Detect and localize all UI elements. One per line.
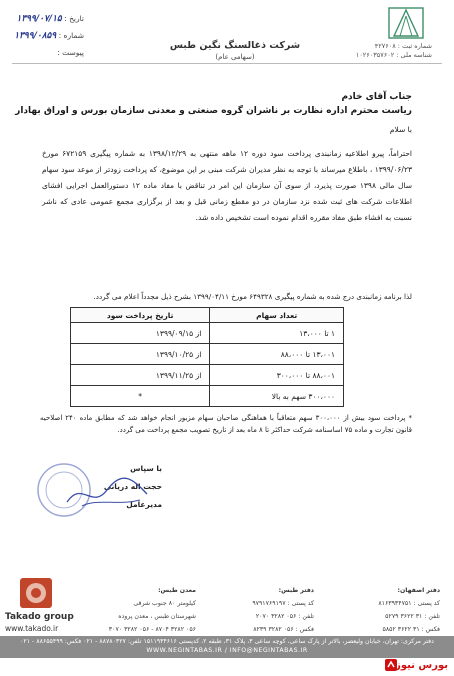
company-type: (سهامی عام) — [215, 53, 255, 61]
footer-mine-location: کیلومتر ۸۰ جنوب شرقی — [133, 600, 196, 607]
footer-phone: تلفن : ۳۱ ۳۶۲۲ ۵۲۷۹ — [385, 613, 440, 620]
signer-title: مدیرعامل — [126, 500, 162, 509]
footer-postal-code: کد پستی : ۹۷۹۱۷۶۹۱۹۷ — [252, 600, 314, 607]
table-row — [71, 323, 344, 344]
company-name: شرکت ذغالسنگ نگین طبس — [169, 40, 301, 51]
handwritten-signature — [62, 472, 152, 512]
registration-number: شماره ثبت : ۴۲۷۶۰۸ — [374, 42, 432, 50]
closing-text: با سپاس — [130, 464, 162, 473]
footer-office-isfahan — [322, 584, 440, 636]
shares-cell: ۱۳،۰۰۱ تا ۸۸،۰۰۰ — [210, 344, 344, 365]
greeting: با سلام — [389, 125, 412, 134]
footer-office-tabas — [202, 584, 314, 636]
column-header-shares: تعداد سهام — [210, 308, 344, 323]
date-field — [12, 14, 84, 24]
shares-cell: ۳۰۰،۰۰۰ سهم به بالا — [210, 386, 344, 407]
footer-mine-tabas — [66, 584, 196, 636]
date-cell: * — [71, 386, 210, 407]
attachment-label: پیوست : — [57, 48, 84, 57]
company-logo — [381, 6, 431, 40]
date-label: تاریخ : — [64, 14, 84, 23]
footer-website: WWW.NEGINTABAS.IR / INFO@NEGINTABAS.IR — [146, 647, 308, 654]
footer-col-title: دفتر طبس: — [278, 587, 314, 594]
footer-fax: فکس : ۳۱ ۳۶۲۲ ۵۸۵۲ — [382, 626, 440, 633]
table-row — [71, 344, 344, 365]
date-value: ۱۳۹۹/۰۷/۱۵ — [16, 14, 62, 24]
date-cell: از ۱۳۹۹/۰۹/۱۵ — [71, 323, 210, 344]
table-row — [71, 386, 344, 407]
footer-mine-phone: ۰۵۶ ۳۲۸۲ ۸۷۰۴ - ۰۵۶ ۳۲۸۲ ۳۰۷۰ — [108, 626, 196, 633]
national-id: شناسه ملی : ۱۰۲۶۰۳۵۷۶۰۲ — [355, 51, 432, 59]
column-header-date: تاریخ پرداخت سود — [71, 308, 210, 323]
footer-phone: تلفن : ۰۵۶ ۳۲۸۲ ۲۰۷۰ — [255, 613, 314, 620]
signature-block — [52, 462, 162, 524]
footer-col-title: دفتر اصفهان: — [397, 587, 440, 594]
number-label: شماره : — [58, 31, 84, 40]
footer-site: www.takado.ir — [5, 624, 59, 633]
number-field — [12, 31, 84, 41]
table-header-row — [71, 308, 344, 323]
head-office-address: دفتر مرکزی: تهران، خیابان ولیعصر، بالاتر از پارک ساعی، کوچه ساعی ۳، پلاک ۳۱، طبقه ۲، کدپستی ۱۵۱۱۹۳۴۶۱۶ تلفن: ۸۸۷۸۰۳۲۷ - ۰۲۱ فکس: ۸۸۶۵۵۴۹۹ - ۰۲۱ — [20, 638, 434, 645]
payment-schedule-table — [70, 307, 344, 407]
footer-mine-address: شهرستان طبس ، معدن پروده — [118, 613, 196, 620]
number-value: ۱۳۹۹/۰۸۵۹ — [14, 31, 57, 41]
salutation: جناب آقای خادم — [341, 92, 412, 102]
shares-cell: ۱ تا ۱۳،۰۰۰ — [210, 323, 344, 344]
footer-postal-code: کد پستی : ۸۱۶۳۹۳۴۷۵۱ — [378, 600, 440, 607]
takado-logo — [16, 576, 56, 610]
watermark-text: بورس نیوز — [395, 660, 448, 671]
footer-fax: فکس : ۰۵۶ ۳۲۸۲ ۸۲۳۹ — [253, 626, 314, 633]
attachment-field — [12, 48, 84, 57]
signer-name: حجت اله دریانی — [103, 482, 162, 491]
body-paragraph: احتراماً، پیرو اطلاعیه زمانبندی پرداخت سود دوره ۱۲ ماهه منتهی به ۱۳۹۸/۱۲/۲۹ به شماره پیگیری ۶۷۲۱۵۹ مورخ ۱۳۹۹/۰۶/۲۳ ، باطلاع میرساند با توجه به نظر مدیران شرکت مبنی بر این موضوع، که پرداخت زودتر از موعد سود سهام سال مالی ۱۳۹۸ صورت پذیرد، از سوی آن سازمان این امر در تناقض با مفاد ماده ۱۲ دستورالعمل اجرایی افشای اطلاعات شرکت های ثبت شده نزد سازمان در دو مقطع زمانی قبل و بعد از برگزاری مجمع عمومی عادی که ناشر نسبت به افشاء طبق مفاد مقرره اقدام نموده است تشخیص داده شد. — [42, 149, 412, 222]
header-divider — [12, 63, 442, 64]
date-cell: از ۱۳۹۹/۱۰/۲۵ — [71, 344, 210, 365]
shares-cell: ۸۸،۰۰۱ تا ۳۰۰،۰۰۰ — [210, 365, 344, 386]
table-lead-in: لذا برنامه زمانبندی درج شده به شماره پیگیری ۶۴۹۳۲۸ مورخ ۱۳۹۹/۰۴/۱۱ بشرح ذیل مجدداً اعلام می گردد. — [93, 292, 412, 301]
date-cell: از ۱۳۹۹/۱۱/۲۵ — [71, 365, 210, 386]
table-row — [71, 365, 344, 386]
footer-col-title: معدن طبس: — [158, 587, 196, 594]
letter-heading: ریاست محترم اداره نظارت بر ناشران گروه صنعتی و معدنی سازمان بورس و اوراق بهادار — [15, 106, 412, 116]
footer-brand: Takado group — [5, 612, 74, 622]
footnote: * پرداخت سود بیش از ۳۰۰،۰۰۰ سهم متعاقباً با هماهنگی صاحبان سهام مزبور انجام خواهد شد که مطابق ماده ۲۴۰ اصلاحیه قانون تجارت و ماده ۷۵ اساسنامه شرکت حداکثر تا ۸ ماه بعد از تاریخ تصویب مجمع پرداخت می گردد. — [40, 414, 413, 434]
